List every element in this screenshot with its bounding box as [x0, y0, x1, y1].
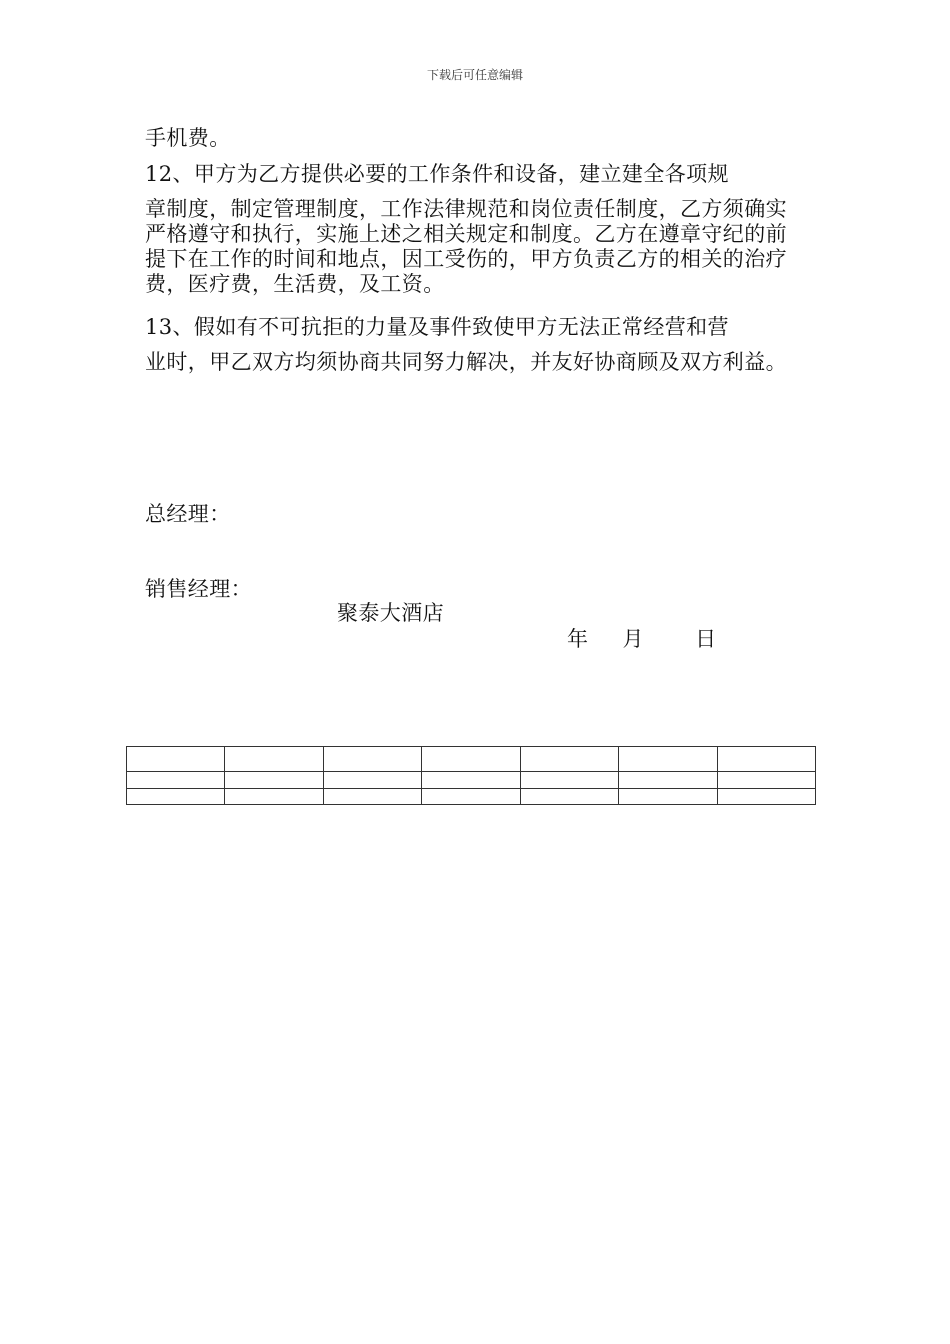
table-cell: [520, 747, 618, 772]
table-cell: [619, 747, 717, 772]
general-manager-signature-label: 总经理：: [145, 502, 231, 526]
table-cell: [225, 789, 323, 805]
table-cell: [619, 789, 717, 805]
clause-13-first-line: 13、假如有不可抗拒的力量及事件致使甲方无法正常经营和营: [145, 315, 729, 339]
table-cell: [225, 772, 323, 789]
table-cell: [619, 772, 717, 789]
table-cell: [520, 789, 618, 805]
sales-manager-signature-label: 销售经理：: [145, 577, 252, 601]
clause-12-body: 章制度，制定管理制度，工作法律规范和岗位责任制度，乙方须确实严格遵守和执行，实施上述之相关规定和制度。乙方在遵章守纪的前提下在工作的时间和地点，因工受伤的，甲方负责乙方的相关的治疗费，医疗费，生活费，及工资。: [145, 197, 787, 296]
table-cell: [323, 747, 421, 772]
blank-table-body: [127, 747, 816, 805]
table-row: [127, 772, 816, 789]
table-cell: [323, 789, 421, 805]
company-name: 聚泰大酒店: [337, 601, 444, 625]
header-note: 下载后可任意编辑: [426, 68, 523, 82]
blank-table: [126, 746, 816, 805]
table-cell: [127, 747, 225, 772]
table-cell: [323, 772, 421, 789]
table-cell: [717, 747, 815, 772]
date-line: 年 月 日: [567, 627, 717, 651]
table-cell: [127, 789, 225, 805]
clause-12: [145, 162, 807, 297]
table-cell: [422, 747, 520, 772]
table-cell: [520, 772, 618, 789]
table-cell: [225, 747, 323, 772]
clause-13-body: 业时，甲乙双方均须协商共同努力解决，并友好协商顾及双方利益。: [145, 350, 787, 374]
paragraph-continuation: 手机费。: [145, 126, 231, 150]
table-row: [127, 789, 816, 805]
clause-13: [145, 315, 807, 375]
table-cell: [422, 789, 520, 805]
clause-12-first-line: 12、甲方为乙方提供必要的工作条件和设备，建立建全各项规: [145, 162, 729, 186]
table-cell: [422, 772, 520, 789]
table-cell: [717, 789, 815, 805]
table-cell: [717, 772, 815, 789]
table-cell: [127, 772, 225, 789]
table-row: [127, 747, 816, 772]
